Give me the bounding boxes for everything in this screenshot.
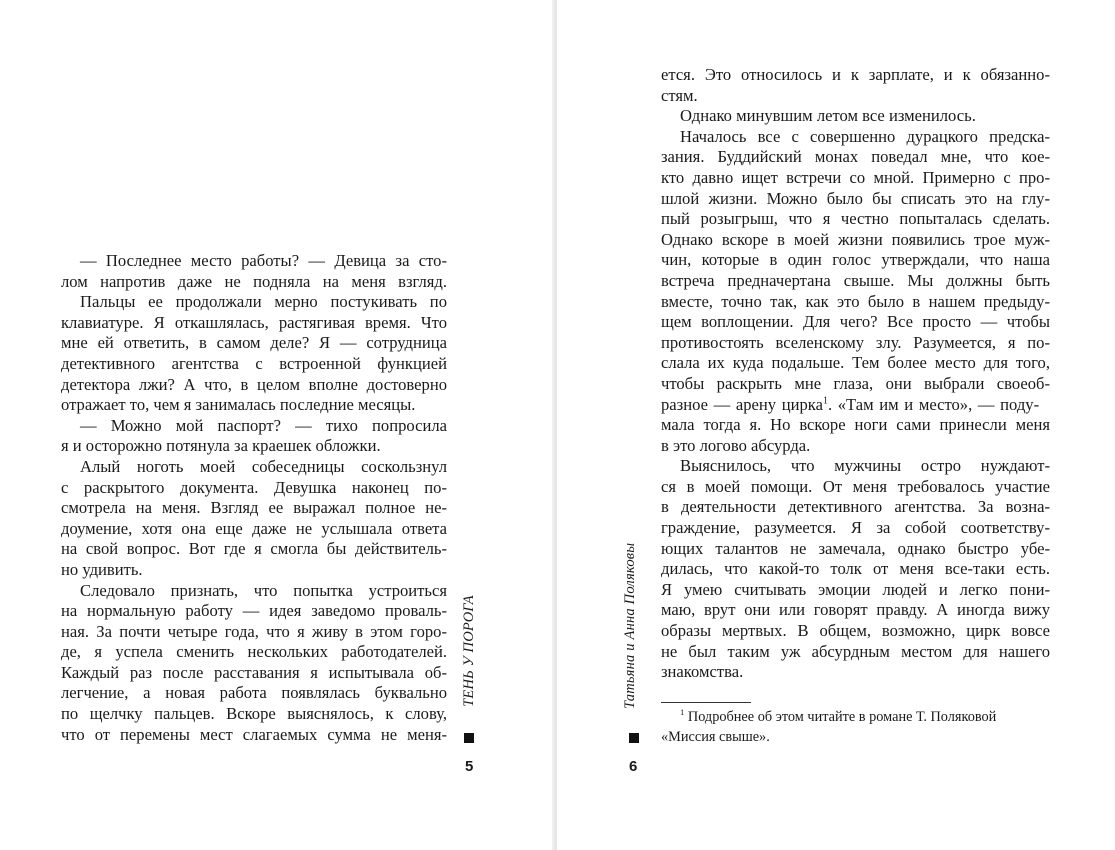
text-line: чин, которые в один голос утверждали, что наша bbox=[661, 250, 1050, 270]
footnote-reference: 1 bbox=[822, 394, 828, 406]
text-line: граждение, разумеется. Я за собой соответству- bbox=[661, 518, 1050, 538]
text-line: — Последнее место работы? — Девица за сто- bbox=[80, 251, 447, 270]
text-line: чтобы раскрыть мне глаза, они выбрали своеоб- bbox=[661, 373, 1050, 393]
text-line: ная. За почти четыре года, что я живу в этом горо- bbox=[61, 621, 447, 641]
text-line: мне ей ответить, в самом деле? Я — сотрудница bbox=[61, 333, 447, 353]
text-line: Выяснилось, что мужчины остро нуждают- bbox=[680, 456, 1050, 476]
text-line: смотрела на меня. Взгляд ее выражал полное не- bbox=[61, 498, 447, 518]
text-fragment: разное — арену цирка bbox=[661, 394, 823, 414]
text-line: в это логово абсурда. bbox=[661, 435, 811, 455]
text-line: знакомства. bbox=[661, 662, 744, 682]
text-line: стям. bbox=[661, 85, 698, 105]
text-line: Однако вскоре в моей жизни появились трое муж- bbox=[661, 229, 1050, 249]
text-line: кто давно ищет встречи со мной. Примерно с про- bbox=[661, 167, 1050, 187]
text-line: — Можно мой паспорт? — тихо попросила bbox=[80, 415, 447, 435]
text-line: что от перемены мест слагаемых сумма не меня- bbox=[61, 724, 447, 744]
running-head-right: Татьяна и Анна Поляковы bbox=[622, 542, 638, 709]
running-head-left: ТЕНЬ У ПОРОГА bbox=[461, 595, 477, 707]
text-line: отражает то, чем я занималась последние месяцы. bbox=[61, 395, 416, 415]
text-line: детектора лжи? А что, в целом вполне достоверно bbox=[61, 374, 447, 394]
text-line: пый розыгрыш, что я честно попыталась сделать. bbox=[661, 209, 1050, 229]
text-line: детективного агентства с встроенной функцией bbox=[61, 353, 447, 373]
text-line: маю, врут они или говорят правду. А иногда вижу bbox=[661, 600, 1050, 620]
footnote-line bbox=[661, 707, 1050, 727]
text-line: шлой жизни. Можно было бы списать это на глу- bbox=[661, 188, 1050, 208]
footnote-divider bbox=[661, 702, 751, 703]
text-line: я и осторожно потянула за краешек обложки. bbox=[61, 436, 381, 456]
footnote-mark: 1 bbox=[680, 707, 685, 718]
text-line: ся в моей помощи. От меня требовалось участие bbox=[661, 476, 1050, 496]
text-line: Алый ноготь моей собеседницы соскользнул bbox=[80, 456, 447, 476]
text-line: зания. Буддийский монах поведал мне, что кое- bbox=[661, 147, 1050, 167]
right-page-text bbox=[661, 65, 1050, 683]
footnote-text: Подробнее об этом читайте в романе Т. Поляковой bbox=[684, 709, 997, 725]
page-marker-square-left bbox=[464, 733, 474, 743]
text-fragment: . «Там им и место», — поду- bbox=[827, 394, 1040, 414]
text-line: слала их куда подальше. Тем более место для того, bbox=[661, 353, 1050, 373]
text-line: клавиатуре. Я откашлялась, растягивая время. Что bbox=[61, 312, 447, 332]
text-line: Пальцы ее продолжали мерно постукивать по bbox=[80, 292, 447, 312]
text-line: образы мертвых. В общем, возможно, цирк вовсе bbox=[661, 621, 1050, 641]
text-line: мала тогда я. Но вскоре ноги сами принесли меня bbox=[661, 415, 1050, 435]
text-line: не был таким уж абсурдным местом для нашего bbox=[661, 641, 1050, 661]
text-line: с раскрытого документа. Девушка наконец по- bbox=[61, 477, 447, 497]
text-line: Следовало признать, что попытка устроиться bbox=[80, 580, 447, 600]
text-line: противостоять вселенскому злу. Разумеется, я по- bbox=[661, 332, 1050, 352]
text-line: дилась, что какой-то толк от меня все-таки есть. bbox=[661, 559, 1050, 579]
text-line: на свой вопрос. Вот где я смогла бы действитель- bbox=[61, 539, 447, 559]
page-number-left: 5 bbox=[465, 758, 474, 775]
page-marker-square-right bbox=[629, 733, 639, 743]
text-line: ющих талантов не замечала, однако быстро убе- bbox=[661, 538, 1050, 558]
left-page-text bbox=[61, 251, 447, 745]
text-line: легчение, а новая работа появлялась буквально bbox=[61, 683, 447, 703]
text-line bbox=[661, 395, 1050, 416]
text-line: на нормальную работу — идея заведомо проваль- bbox=[61, 601, 447, 621]
text-line: де, я успела сменить нескольких работодателей. bbox=[61, 642, 447, 662]
text-line: по щелчку пальцев. Вскоре выяснялось, к слову, bbox=[61, 704, 447, 724]
text-line: доумение, хотя она еще даже не услышала ответа bbox=[61, 518, 447, 538]
footnote bbox=[661, 707, 1050, 748]
text-line: Однако минувшим летом все изменилось. bbox=[680, 106, 976, 126]
text-line: но удивить. bbox=[61, 559, 143, 579]
footnote-line: «Миссия свыше». bbox=[661, 729, 770, 746]
text-line: лом напротив даже не подняла на меня взгляд. bbox=[61, 271, 447, 291]
text-line: ется. Это относилось и к зарплате, и к обязанно- bbox=[661, 65, 1050, 84]
text-line: встреча предначертана свыше. Мы должны быть bbox=[661, 270, 1050, 290]
text-line: в деятельности детективного агентства. За возна- bbox=[661, 497, 1050, 517]
text-line: Я умею считывать эмоции людей и легко пони- bbox=[661, 579, 1050, 599]
text-line: Началось все с совершенно дурацкого предска- bbox=[680, 126, 1050, 146]
page-number-right: 6 bbox=[629, 758, 638, 775]
text-line: щем воплощении. Для чего? Все просто — чтобы bbox=[661, 312, 1050, 332]
text-line: Каждый раз после расставания я испытывала об- bbox=[61, 662, 447, 682]
text-line: вместе, точно так, как это было в нашем предыду- bbox=[661, 291, 1050, 311]
